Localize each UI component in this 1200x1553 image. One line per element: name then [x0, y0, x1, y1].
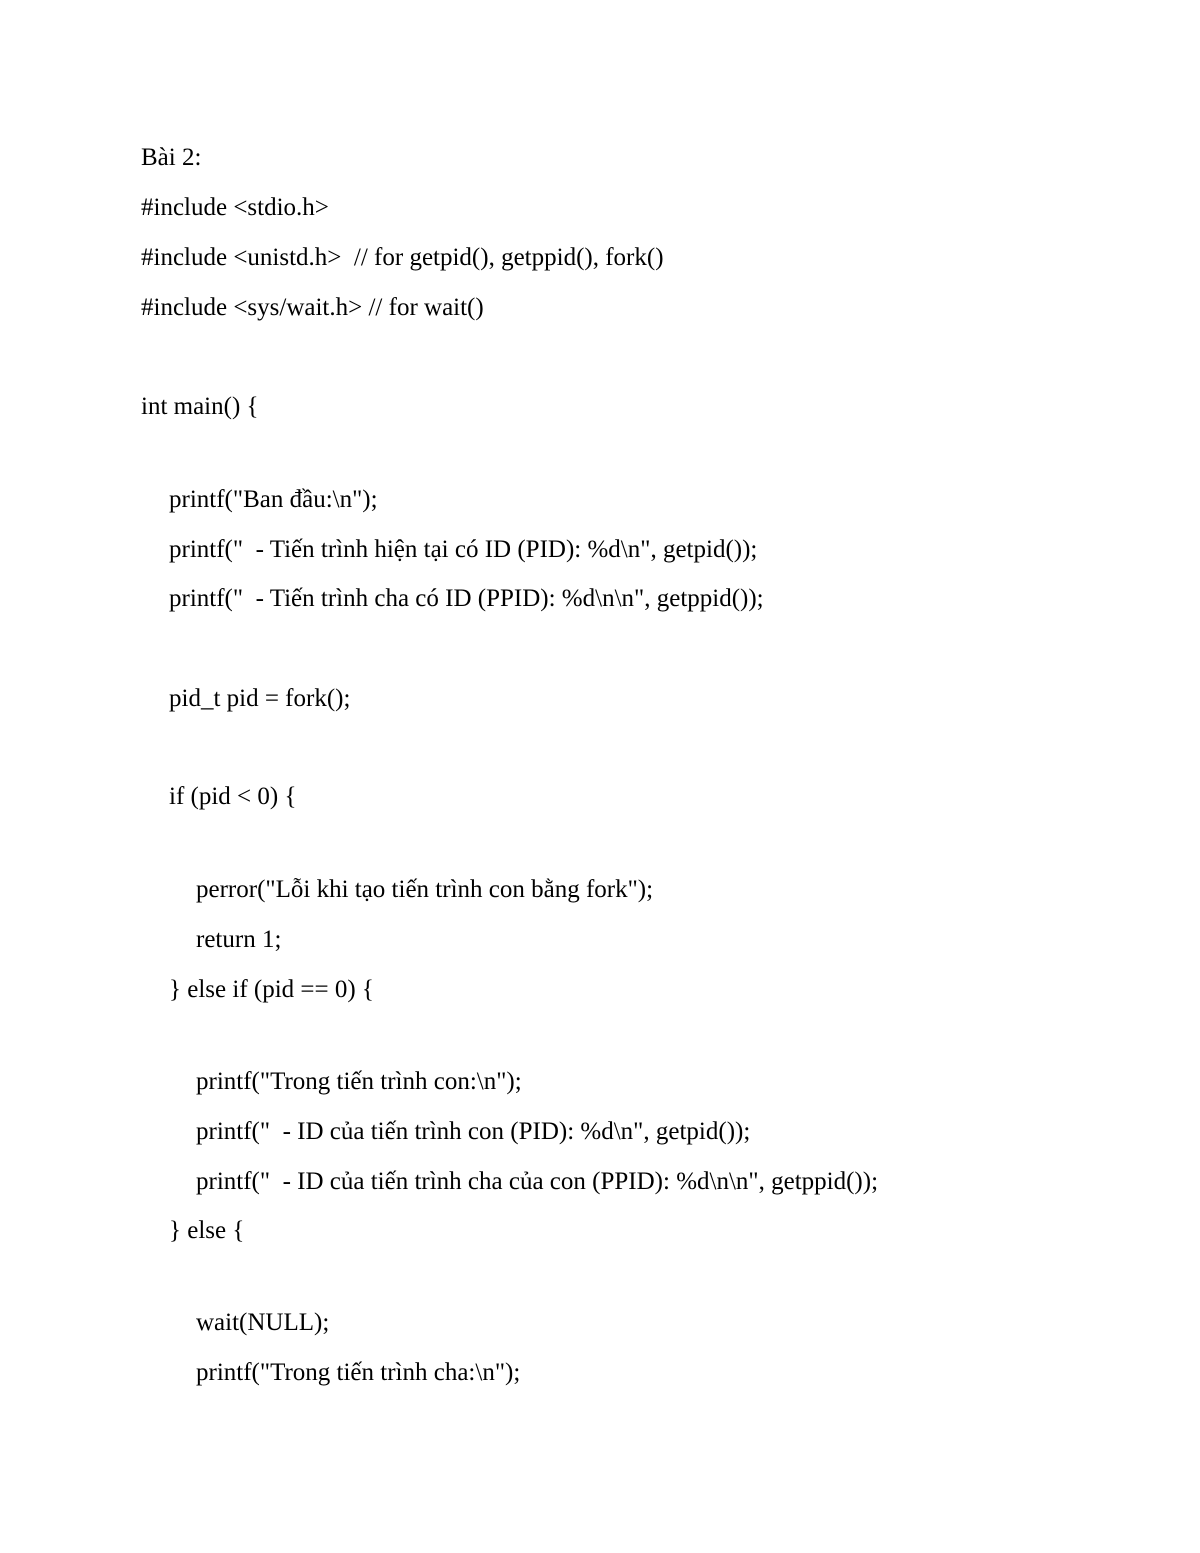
- code-line-main: int main() {: [141, 393, 259, 420]
- code-line-printf-child-ppid: printf(" - ID của tiến trình cha của con (PPID): %d\n\n", getppid());: [196, 1168, 879, 1195]
- code-line-if-pid-lt-0: if (pid < 0) {: [169, 783, 297, 810]
- code-line-else: } else {: [169, 1217, 245, 1244]
- code-line-fork: pid_t pid = fork();: [169, 685, 351, 712]
- code-line-printf-parent: printf("Trong tiến trình cha:\n");: [196, 1359, 521, 1386]
- code-line-include-stdio: #include <stdio.h>: [141, 194, 329, 221]
- code-line-printf-pid: printf(" - Tiến trình hiện tại có ID (PID): %d\n", getpid());: [169, 536, 758, 563]
- code-line-wait: wait(NULL);: [196, 1309, 330, 1336]
- heading-bai-2: Bài 2:: [141, 144, 202, 171]
- code-line-include-unistd: #include <unistd.h> // for getpid(), getppid(), fork(): [141, 244, 664, 271]
- code-line-printf-ppid: printf(" - Tiến trình cha có ID (PPID): %d\n\n", getppid());: [169, 585, 764, 612]
- code-line-return-1: return 1;: [196, 926, 282, 953]
- code-line-printf-child: printf("Trong tiến trình con:\n");: [196, 1068, 522, 1095]
- code-line-perror: perror("Lỗi khi tạo tiến trình con bằng fork");: [196, 876, 654, 903]
- code-line-else-if-pid-eq-0: } else if (pid == 0) {: [169, 976, 374, 1003]
- code-line-printf-ban-dau: printf("Ban đầu:\n");: [169, 486, 378, 513]
- code-line-include-wait: #include <sys/wait.h> // for wait(): [141, 294, 484, 321]
- code-line-printf-child-pid: printf(" - ID của tiến trình con (PID): %d\n", getpid());: [196, 1118, 751, 1145]
